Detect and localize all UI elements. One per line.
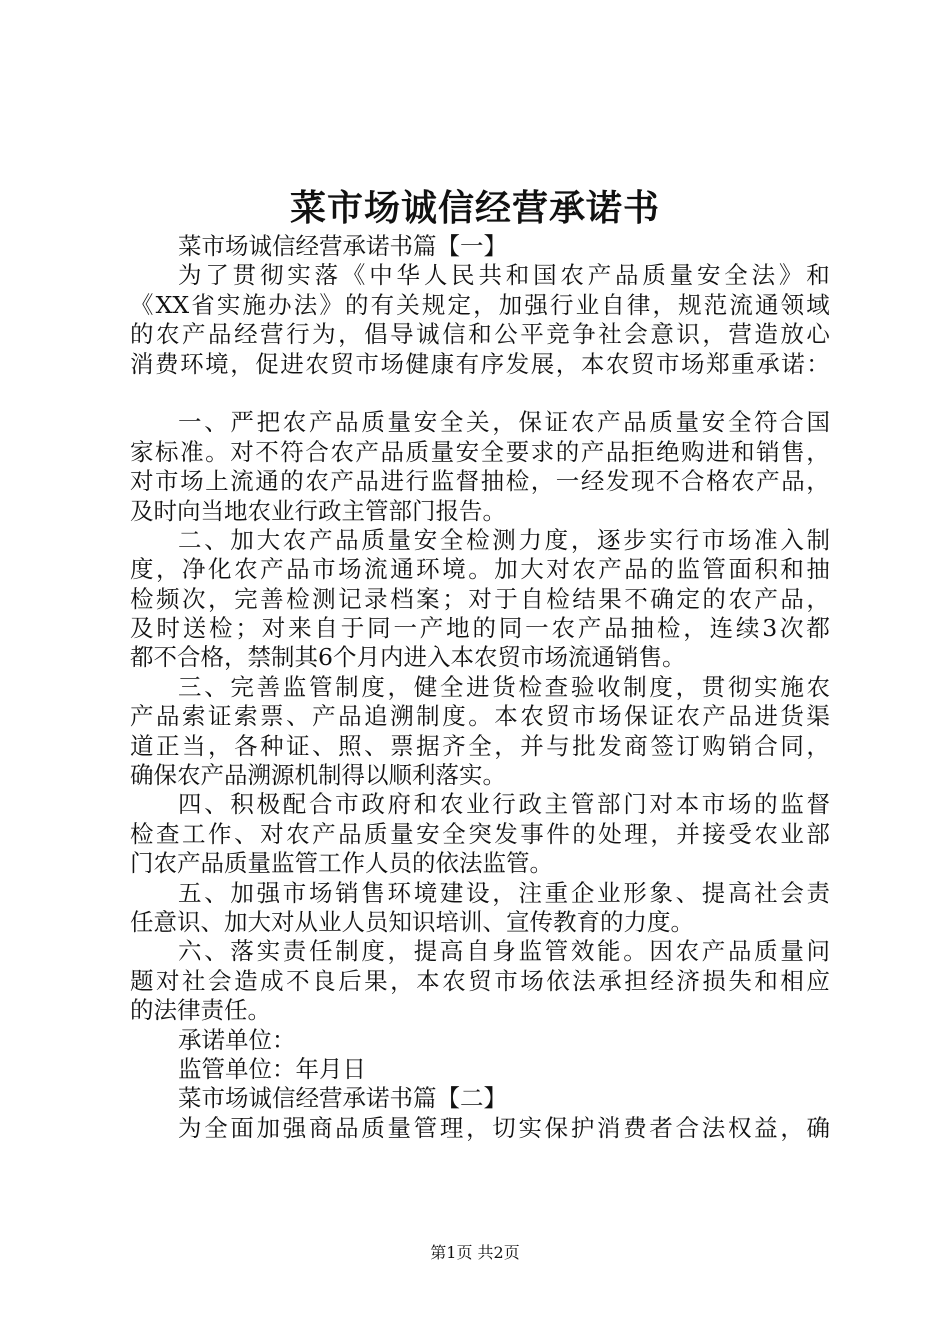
page-number-footer: 第1页 共2页 (430, 1243, 520, 1262)
text-line: 菜 市 场 诚 信 经 营 承 诺 书 篇 【 一 】 (178, 232, 507, 260)
text-line: 家 标 准 。 对 不 符 合 农 产 品 质 量 安 全 要 求 的 产 品 拒 绝 购 进 和 销 售 ， (130, 437, 830, 466)
text-line: 及 时 向 当 地 农 业 行 政 主 管 部 门 报 告 。 (130, 496, 506, 525)
text-line: 任 意 识 、 加 大 对 从 业 人 员 知 识 培 训 、 宣 传 教 育 的 力 度 。 (130, 907, 694, 936)
text-line: 为 全 面 加 强 商 品 质 量 管 理 ， 切 实 保 护 消 费 者 合 法 权 益 ， 确 (178, 1113, 830, 1142)
text-line: 承 诺 单 位 ： (178, 1025, 296, 1054)
text-line: 都 不 合 格 ， 禁 制 其 6 个 月 内 进 入 本 农 贸 市 场 流 通 销 售 。 (130, 643, 686, 672)
text-line: 检 频 次 ， 完 善 检 测 记 录 档 案 ； 对 于 自 检 结 果 不 确 定 的 农 产 品 ， (130, 584, 830, 613)
text-line: 道 正 当 ， 各 种 证 、 照 、 票 据 齐 全 ， 并 与 批 发 商 签 订 购 销 合 同 ， (130, 731, 830, 760)
text-line: 及 时 送 检 ； 对 来 自 于 同 一 产 地 的 同 一 农 产 品 抽 检 ， 连 续 3 次 都 (130, 614, 830, 643)
text-line: 为 了 贯 彻 实 落 《 中 华 人 民 共 和 国 农 产 品 质 量 安 全 法 》 和 (178, 261, 830, 290)
text-line: 《 XX 省 实 施 办 法 》 的 有 关 规 定 ， 加 强 行 业 自 律 ， 规 范 流 通 领 域 (130, 290, 830, 319)
text-line: 菜 市 场 诚 信 经 营 承 诺 书 篇 【 二 】 (178, 1084, 507, 1113)
text-line: 的 农 产 品 经 营 行 为 ， 倡 导 诚 信 和 公 平 竞 争 社 会 意 识 ， 营 造 放 心 (130, 320, 830, 349)
text-line: 题 对 社 会 造 成 不 良 后 果 ， 本 农 贸 市 场 依 法 承 担 经 济 损 失 和 相 应 (130, 966, 830, 995)
text-line: 三 、 完 善 监 管 制 度 ， 健 全 进 货 检 查 验 收 制 度 ， 贯 彻 实 施 农 (178, 672, 830, 701)
document-title: 菜市场诚信经营承诺书 (289, 187, 660, 229)
text-line: 消 费 环 境 ， 促 进 农 贸 市 场 健 康 有 序 发 展 ， 本 农 贸 市 场 郑 重 承 诺 ： (130, 349, 830, 378)
text-line: 的 法 律 责 任 。 (130, 996, 271, 1025)
document-body (130, 232, 830, 1143)
text-line: 二 、 加 大 农 产 品 质 量 安 全 检 测 力 度 ， 逐 步 实 行 市 场 准 入 制 (178, 525, 830, 554)
text-line: 六 、 落 实 责 任 制 度 ， 提 高 自 身 监 管 效 能 。 因 农 产 品 质 量 问 (178, 937, 830, 966)
text-line: 四 、 积 极 配 合 市 政 府 和 农 业 行 政 主 管 部 门 对 本 市 场 的 监 督 (178, 790, 830, 819)
text-line: 五 、 加 强 市 场 销 售 环 境 建 设 ， 注 重 企 业 形 象 、 提 高 社 会 责 (178, 878, 830, 907)
text-line: 一 、 严 把 农 产 品 质 量 安 全 关 ， 保 证 农 产 品 质 量 安 全 符 合 国 (178, 408, 830, 437)
text-line: 度 ， 净 化 农 产 品 市 场 流 通 环 境 。 加 大 对 农 产 品 的 监 管 面 积 和 抽 (130, 555, 830, 584)
text-line: 对 市 场 上 流 通 的 农 产 品 进 行 监 督 抽 检 ， 一 经 发 现 不 合 格 农 产 品 ， (130, 467, 830, 496)
text-line: 确 保 农 产 品 溯 源 机 制 得 以 顺 利 落 实 。 (130, 761, 506, 790)
text-line: 检 查 工 作 、 对 农 产 品 质 量 安 全 突 发 事 件 的 处 理 ， 并 接 受 农 业 部 (130, 819, 830, 848)
blank-line (130, 379, 830, 408)
text-line: 门 农 产 品 质 量 监 管 工 作 人 员 的 依 法 监 管 。 (130, 849, 553, 878)
text-line: 监 管 单 位 ： 年 月 日 (178, 1054, 366, 1083)
text-line: 产 品 索 证 索 票 、 产 品 追 溯 制 度 。 本 农 贸 市 场 保 证 农 产 品 进 货 渠 (130, 702, 830, 731)
